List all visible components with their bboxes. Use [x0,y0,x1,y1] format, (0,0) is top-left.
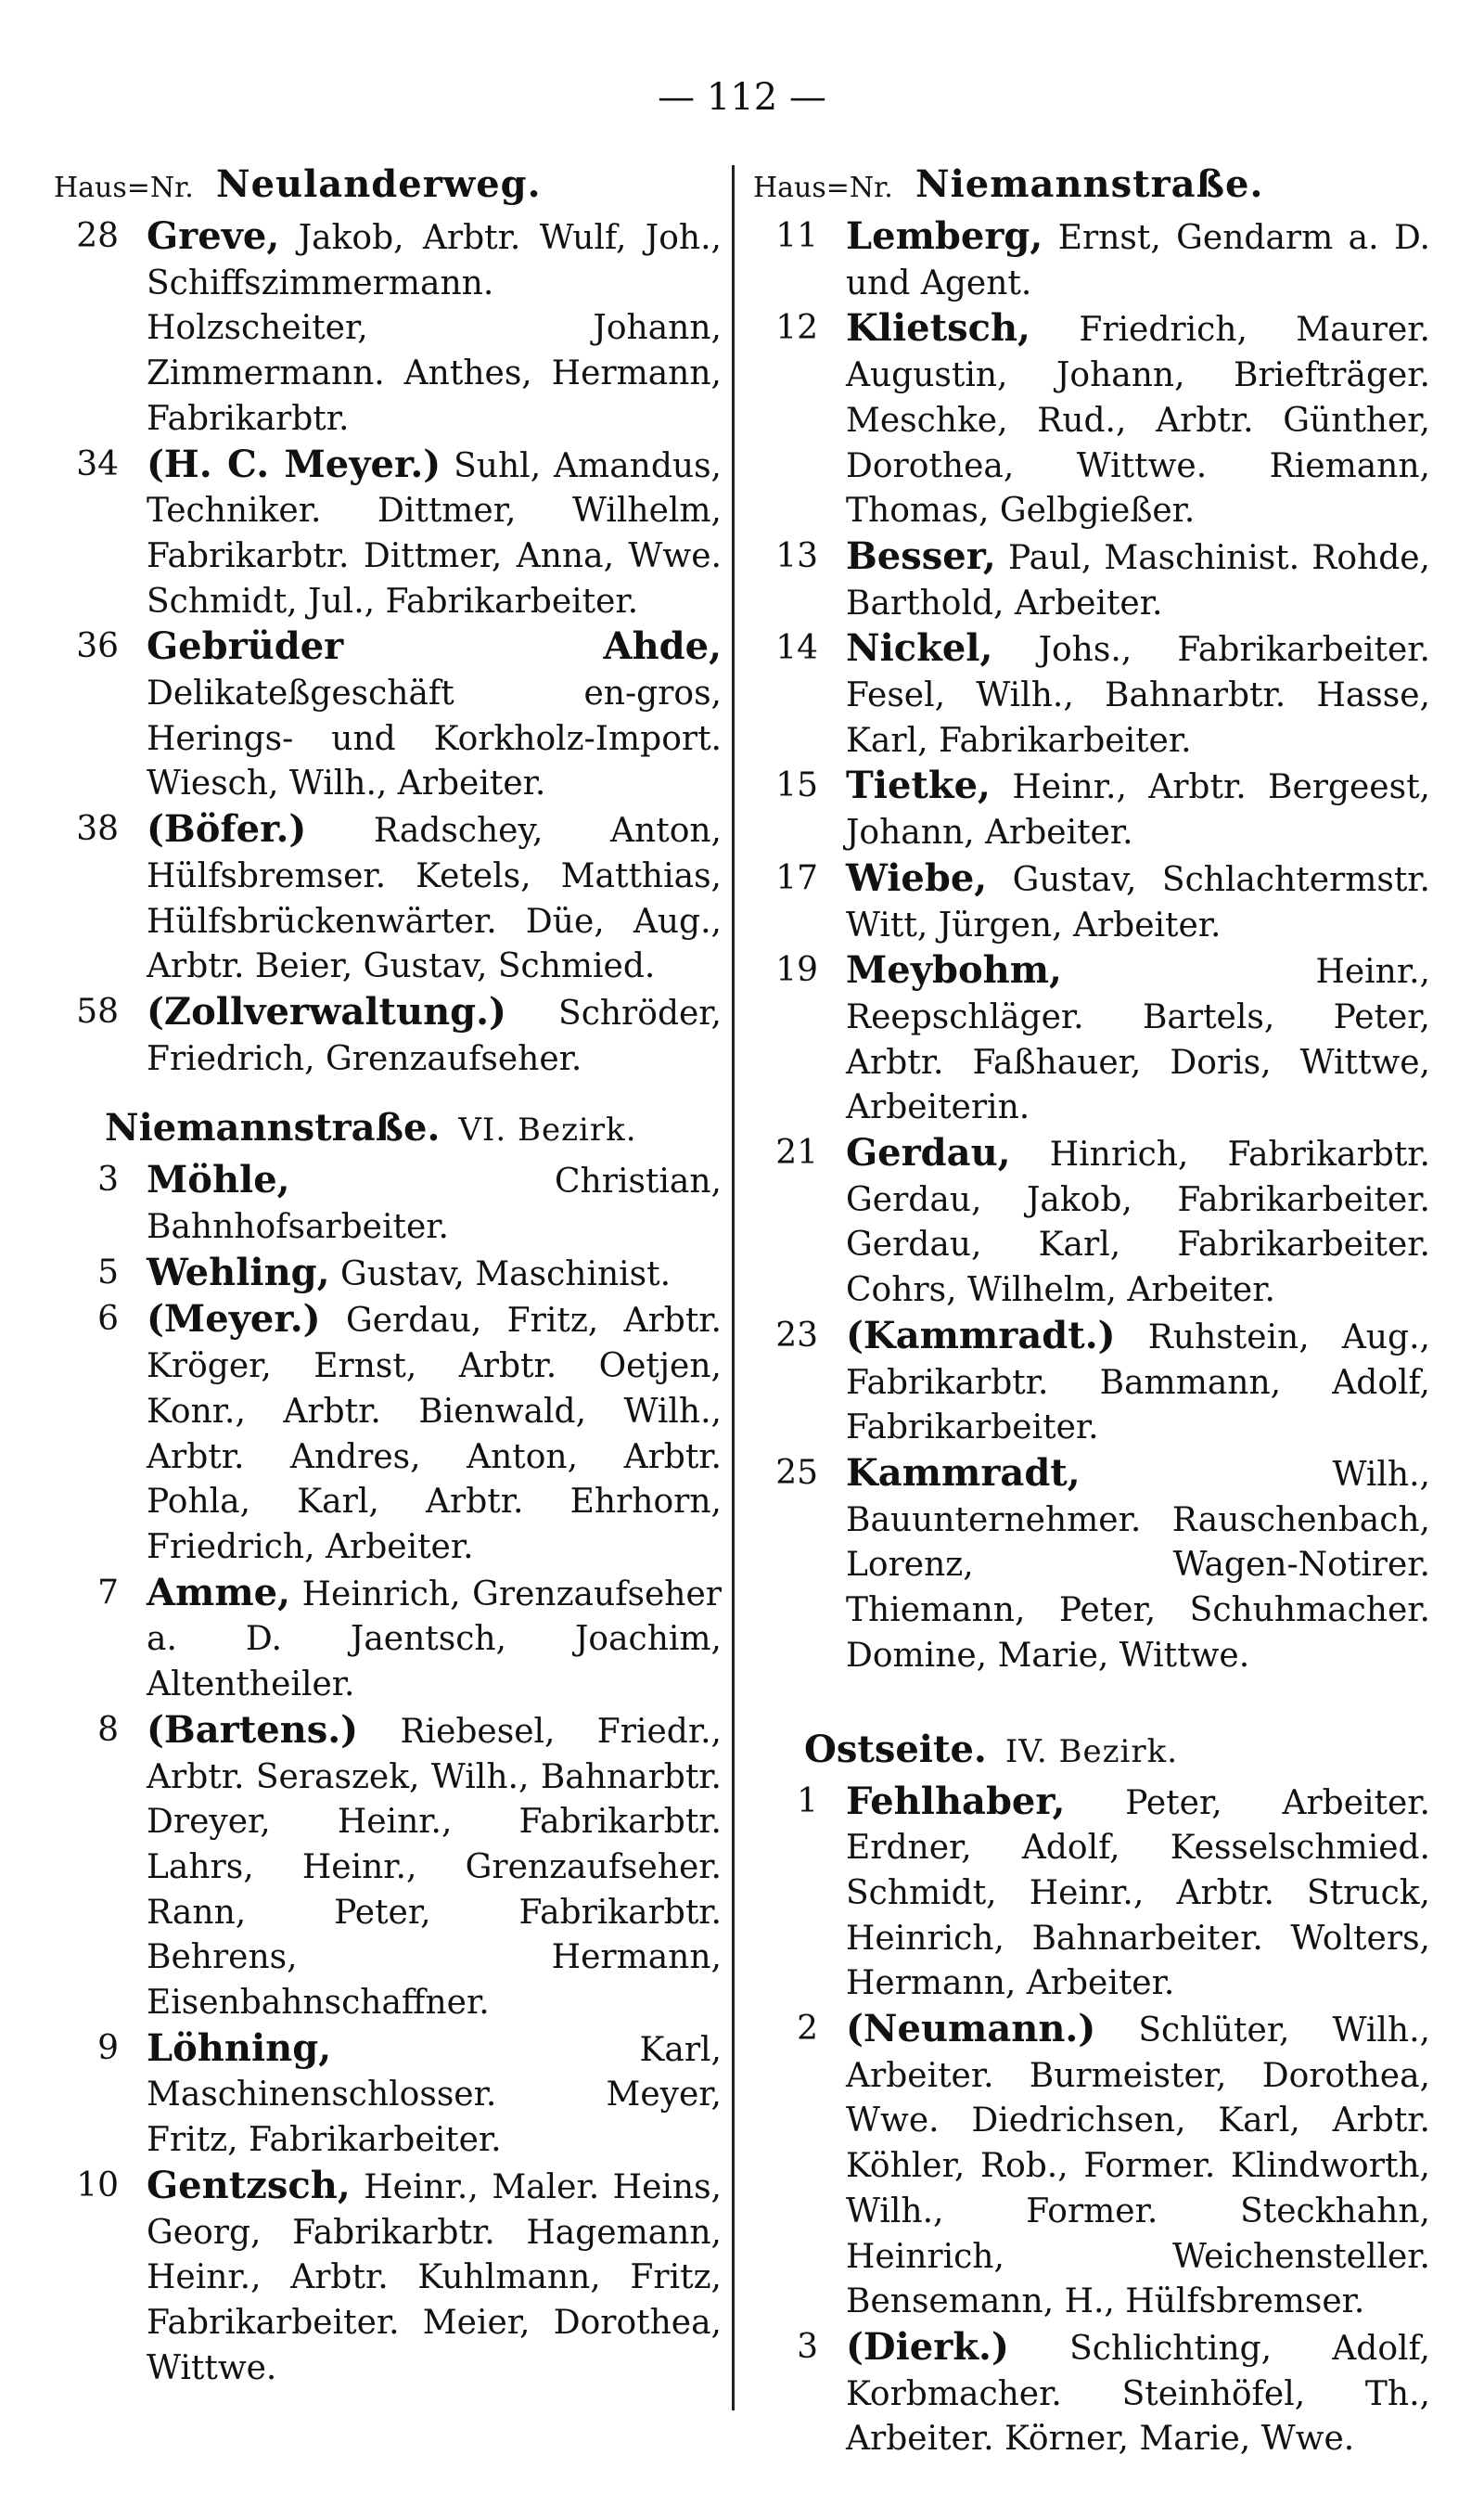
owner-name: Möhle, [147,1158,290,1202]
entry-text [846,948,1430,1131]
residents-text: Peter, Arbeiter. Erdner, Adolf, Kesselschmied. Schmidt, Heinr., Arbtr. Struck, Heinrich, Bahnarbeiter. Wolters, Hermann, Arbeiter. [846,1783,1430,2003]
residents-text: Gustav, Maschinist. [340,1254,672,1293]
owner-name: (Dierk.) [846,2324,1009,2369]
entry-text [846,2007,1430,2325]
house-number-label: Haus=Nr. [753,172,893,204]
directory-entry [753,948,1430,1131]
directory-entry [753,1314,1430,1451]
entry-list [54,214,722,1082]
owner-name: (Neumann.) [846,2007,1096,2051]
district-label: VI. Bezirk. [458,1112,637,1150]
directory-entry [753,534,1430,626]
owner-name: Amme, [147,1570,291,1614]
owner-name: (Böfer.) [147,807,307,852]
residents-text: Gustav, Schlachtermstr. Witt, Jürgen, Arbeiter. [846,860,1430,945]
street-heading: Ostseite. [804,1727,987,1771]
directory-entry [54,443,722,625]
residents-text: Wilh., Bauunternehmer. Rauschenbach, Lorenz, Wagen-Notirer. Thiemann, Peter, Schuhmacher. Domine, Marie, Wittwe. [846,1455,1430,1675]
residents-text: Ruhstein, Aug., Fabrikarbtr. Bammann, Adolf, Fabrikarbeiter. [846,1317,1430,1447]
owner-name: (Zollverwaltung.) [147,989,506,1034]
residents-text: Heinrich, Grenzaufseher a. D. Jaentsch, Joachim, Altentheiler. [147,1574,722,1704]
house-number: 58 [76,992,119,1031]
directory-entry [54,1158,722,1250]
house-number: 3 [97,1161,119,1200]
residents-text: Heinr., Maler. Heins, Georg, Fabrikarbtr. Hagemann, Heinr., Arbtr. Kuhlmann, Fritz, Fabrikarbeiter. Meier, Dorothea, Wittwe. [147,2167,722,2387]
residents-text: Karl, Maschinenschlosser. Meyer, Fritz, Fabrikarbeiter. [147,2030,722,2160]
directory-entry [753,1451,1430,1679]
directory-entry [54,1251,722,1298]
section-heading [753,1728,1430,1780]
house-number: 23 [775,1316,818,1355]
house-number: 6 [97,1300,119,1339]
owner-name: Besser, [846,533,996,578]
residents-text: Ernst, Gendarm a. D. und Agent. [846,219,1430,302]
entry-text [147,1571,722,1708]
residents-text: Christian, Bahnhofsarbeiter. [147,1163,722,1247]
house-number: 7 [97,1573,119,1612]
column-divider [732,165,735,2410]
directory-entry [54,1708,722,2026]
residents-text: Jakob, Arbtr. Wulf, Joh., Schiffszimmermann. Holzscheiter, Johann, Zimmermann. Anthes, Hermann, Fabrikarbtr. [147,219,722,438]
street-heading: Neulanderweg. [216,162,542,206]
entry-text [846,534,1430,626]
directory-entry [753,2325,1430,2462]
residents-text: Heinr., Reepschläger. Bartels, Peter, Arbtr. Faßhauer, Doris, Wittwe, Arbeiterin. [846,953,1430,1127]
directory-entry [54,2164,722,2392]
directory-entry [54,807,722,990]
directory-entry [753,856,1430,948]
owner-name: (Kammradt.) [846,1313,1116,1357]
house-number: 8 [97,1710,119,1749]
house-number: 25 [775,1453,818,1492]
entry-list [54,1158,722,2391]
residents-text: Riebesel, Friedr., Arbtr. Seraszek, Wilh., Bahnarbtr. Dreyer, Heinr., Fabrikarbtr. Lahrs, Heinr., Grenzaufseher. Rann, Peter, Fabrikarbtr. Behrens, Hermann, Eisenbahnschaffner. [147,1712,722,2023]
entry-text [846,214,1430,306]
owner-name: Kammradt, [846,1450,1081,1495]
owner-name: Löhning, [147,2025,332,2070]
house-number: 9 [97,2028,119,2067]
owner-name: Klietsch, [846,306,1030,351]
house-number: 1 [797,1781,818,1820]
house-number: 10 [76,2166,119,2204]
entry-text [846,1314,1430,1451]
left-column [54,162,722,2391]
owner-name: Fehlhaber, [846,1779,1066,1823]
directory-entry [753,2007,1430,2325]
residents-text: Hinrich, Fabrikarbtr. Gerdau, Jakob, Fabrikarbeiter. Gerdau, Karl, Fabrikarbeiter. Cohrs, Wilhelm, Arbeiter. [846,1136,1430,1310]
directory-entry [753,1780,1430,2008]
directory-entry [54,1571,722,1708]
house-number: 21 [775,1134,818,1173]
house-number: 2 [797,2010,818,2049]
house-number: 15 [775,766,818,805]
entry-text [147,624,722,807]
house-number: 19 [775,951,818,990]
residents-text: Schlüter, Wilh., Arbeiter. Burmeister, Dorothea, Wwe. Diedrichsen, Karl, Arbtr. Köhler, Rob., Former. Klindworth, Wilh., Former. Steckhahn, Heinrich, Weichensteller. Bensemann, H., Hülfsbremser. [846,2011,1430,2321]
owner-name: (Meyer.) [147,1297,321,1342]
entry-text [147,807,722,990]
house-number: 17 [775,858,818,897]
owner-name: (Bartens.) [147,1707,359,1752]
entry-text [147,1708,722,2026]
entry-text [846,626,1430,764]
directory-entry [54,2026,722,2164]
house-number: 36 [76,627,119,666]
district-label: IV. Bezirk. [1004,1732,1179,1770]
street-heading: Niemannstraße. [105,1106,441,1150]
entry-text [147,1158,722,1250]
residents-text: Delikateßgeschäft en-gros, Herings- und Korkholz-Import. Wiesch, Wilh., Arbeiter. [147,675,722,803]
owner-name: Gentzsch, [147,2163,351,2207]
entry-text [846,306,1430,534]
entry-text [147,2164,722,2392]
residents-text: Johs., Fabrikarbeiter. Fesel, Wilh., Bahnarbtr. Hasse, Karl, Fabrikarbeiter. [846,631,1430,760]
house-number: 14 [775,629,818,668]
residents-text: Radschey, Anton, Hülfsbremser. Ketels, Matthias, Hülfsbrückenwärter. Düe, Aug., Arbtr. Beier, Gustav, Schmied. [147,812,722,986]
residents-text: Heinr., Arbtr. Bergeest, Johann, Arbeiter. [846,768,1430,853]
entry-text [846,2325,1430,2462]
directory-entry [54,990,722,1082]
directory-entry [753,764,1430,855]
entry-text [846,764,1430,855]
house-number: 3 [797,2327,818,2366]
entry-text [147,214,722,443]
owner-name: Gebrüder Ahde, [147,624,722,669]
residents-text: Suhl, Amandus, Techniker. Dittmer, Wilhelm, Fabrikarbtr. Dittmer, Anna, Wwe. Schmidt, Jul., Fabrikarbeiter. [147,446,722,621]
residents-text: Friedrich, Maurer. Augustin, Johann, Briefträger. Meschke, Rud., Arbtr. Günther, Dorothea, Wittwe. Riemann, Thomas, Gelbgießer. [846,311,1430,531]
entry-text [147,990,722,1082]
entry-text [846,1131,1430,1314]
house-number: 34 [76,444,119,483]
page-number: — 112 — [658,76,826,119]
house-number-label: Haus=Nr. [54,172,194,204]
right-column [753,162,1430,2462]
house-number: 28 [76,217,119,255]
entry-text [147,1297,722,1570]
house-number: 13 [775,536,818,575]
owner-name: Nickel, [846,626,993,671]
owner-name: Lemberg, [846,214,1043,258]
entry-text [846,1451,1430,1679]
owner-name: Wiebe, [846,855,988,900]
owner-name: Greve, [147,214,280,258]
owner-name: Tietke, [846,764,991,808]
directory-entry [54,624,722,807]
left-header [54,162,722,214]
entry-text [147,443,722,625]
house-number: 38 [76,810,119,849]
owner-name: Wehling, [147,1250,330,1294]
directory-entry [54,1297,722,1570]
owner-name: Gerdau, [846,1131,1011,1176]
section-heading [54,1106,722,1158]
house-number: 5 [97,1253,119,1292]
entry-text [147,1251,722,1298]
directory-entry [54,214,722,443]
residents-text: Paul, Maschinist. Rohde, Barthold, Arbeiter. [846,538,1430,623]
owner-name: Meybohm, [846,948,1062,993]
directory-entry [753,306,1430,534]
house-number: 12 [775,309,818,348]
entry-list [753,214,1430,1679]
residents-text: Schlichting, Adolf, Korbmacher. Steinhöfel, Th., Arbeiter. Körner, Marie, Wwe. [846,2329,1430,2459]
residents-text: Gerdau, Fritz, Arbtr. Kröger, Ernst, Arbtr. Oetjen, Konr., Arbtr. Bienwald, Wilh., Arbtr. Andres, Anton, Arbtr. Pohla, Karl, Arbtr. Ehrhorn, Friedrich, Arbeiter. [147,1302,722,1566]
house-number: 11 [775,217,818,255]
directory-entry [753,626,1430,764]
directory-entry [753,1131,1430,1314]
entry-text [846,1780,1430,2008]
street-heading: Niemannstraße. [915,162,1264,206]
directory-entry [753,214,1430,306]
owner-name: (H. C. Meyer.) [147,442,441,486]
right-header [753,162,1430,214]
entry-text [846,856,1430,948]
entry-list [753,1780,1430,2463]
residents-text: Schröder, Friedrich, Grenzaufseher. [147,994,722,1078]
entry-text [147,2026,722,2164]
